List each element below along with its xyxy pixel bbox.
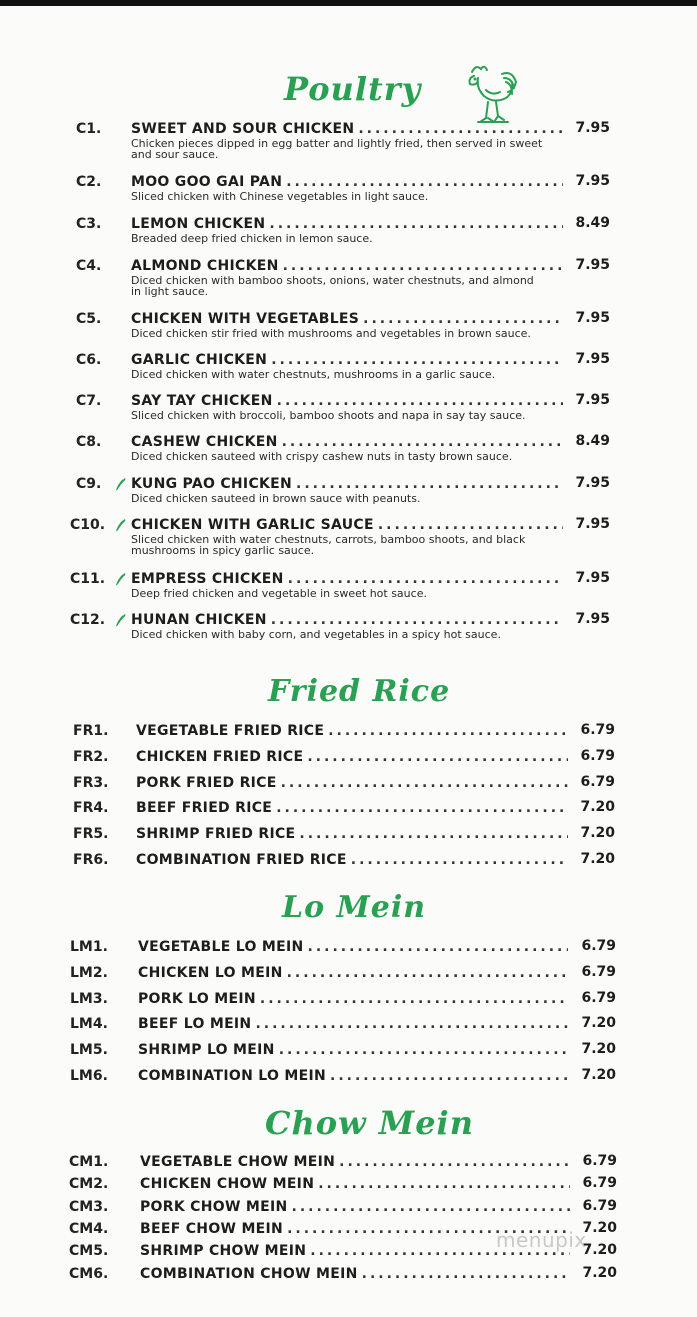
item-name-line	[136, 723, 568, 739]
item-code: LM4.	[70, 1016, 108, 1033]
leader-dots	[282, 434, 563, 450]
item-name-line	[131, 174, 563, 190]
item-name-line	[131, 352, 563, 368]
leader-dots	[260, 991, 568, 1007]
leader-dots	[351, 852, 568, 868]
item-description: Deep fried chicken and vegetable in sweet hot sauce.	[131, 587, 427, 600]
item-name: CHICKEN WITH VEGETABLES	[131, 311, 360, 327]
item-name: PORK CHOW MEIN	[140, 1198, 288, 1215]
item-name-line	[138, 1068, 568, 1084]
item-code: FR2.	[73, 748, 109, 765]
leader-dots	[363, 311, 563, 327]
leader-dots	[308, 939, 569, 955]
item-name-line	[136, 826, 568, 842]
section-title-fried-rice: Fried Rice	[268, 674, 451, 709]
item-description: Diced chicken stir fried with mushrooms and vegetables in brown sauce.	[131, 327, 531, 340]
item-price: 7.20	[582, 1219, 617, 1236]
pepper-icon	[115, 572, 127, 586]
item-price: 7.95	[575, 475, 610, 491]
item-name: BEEF LO MEIN	[138, 1016, 252, 1033]
item-name: SHRIMP CHOW MEIN	[140, 1243, 307, 1260]
item-code: CM2.	[69, 1176, 109, 1193]
item-name: BEEF FRIED RICE	[136, 800, 273, 817]
item-name: EMPRESS CHICKEN	[131, 571, 284, 587]
item-name-line	[131, 393, 563, 409]
leader-dots	[358, 121, 563, 137]
item-description: Diced chicken with bamboo shoots, onions, water chestnuts, and almond	[131, 274, 534, 287]
item-name: GARLIC CHICKEN	[131, 352, 268, 368]
item-name: LEMON CHICKEN	[131, 216, 266, 232]
section-title-chow-mein: Chow Mein	[265, 1104, 474, 1142]
item-description: Sliced chicken with Chinese vegetables in light sauce.	[131, 190, 429, 203]
item-name: HUNAN CHICKEN	[131, 612, 267, 628]
item-name: ALMOND CHICKEN	[131, 258, 279, 274]
item-code: C2.	[76, 174, 102, 190]
leader-dots	[286, 174, 563, 190]
item-description: Diced chicken with water chestnuts, mushrooms in a garlic sauce.	[131, 368, 496, 381]
item-code: CM6.	[69, 1265, 109, 1282]
item-description: Diced chicken sauteed in brown sauce with peanuts.	[131, 492, 421, 505]
item-name-line	[138, 991, 568, 1007]
item-description: and sour sauce.	[131, 148, 219, 161]
section-title-poultry: Poultry	[284, 70, 422, 108]
item-name-line	[138, 965, 568, 981]
item-code: C9.	[76, 476, 102, 492]
pepper-icon	[115, 518, 127, 532]
leader-dots	[378, 517, 563, 533]
item-name: VEGETABLE LO MEIN	[138, 939, 304, 955]
item-description: Sliced chicken with water chestnuts, carrots, bamboo shoots, and black	[131, 533, 526, 546]
item-code: C3.	[76, 216, 102, 232]
item-price: 7.95	[575, 570, 610, 586]
item-name-line	[140, 1154, 570, 1170]
item-name: COMBINATION LO MEIN	[138, 1068, 327, 1084]
item-name-line	[136, 800, 568, 816]
item-code: FR5.	[73, 826, 109, 843]
item-price: 7.95	[575, 611, 610, 627]
leader-dots	[271, 352, 563, 368]
item-description: Diced chicken with baby corn, and vegetables in a spicy hot sauce.	[131, 628, 501, 641]
item-code: CM1.	[69, 1154, 109, 1170]
item-code: FR3.	[73, 774, 109, 791]
item-name: PORK LO MEIN	[138, 990, 256, 1007]
item-price: 7.95	[575, 310, 610, 326]
section-title-lo-mein: Lo Mein	[282, 890, 427, 925]
item-name: VEGETABLE CHOW MEIN	[140, 1154, 336, 1170]
leader-dots	[281, 775, 568, 791]
item-name: CHICKEN FRIED RICE	[136, 748, 304, 765]
leader-dots	[299, 826, 568, 842]
item-code: LM1.	[70, 939, 108, 955]
item-description: mushrooms in spicy garlic sauce.	[131, 544, 315, 557]
item-price: 6.79	[581, 989, 616, 1006]
item-price: 7.20	[582, 1242, 617, 1259]
item-price: 7.95	[575, 257, 610, 273]
leader-dots	[296, 476, 563, 492]
item-code: C10.	[70, 517, 106, 533]
item-name-line	[131, 517, 563, 533]
item-price: 8.49	[575, 215, 610, 231]
item-code: C11.	[70, 571, 106, 587]
item-price: 6.79	[580, 747, 615, 764]
item-price: 7.20	[582, 1264, 617, 1281]
item-name: SAY TAY CHICKEN	[131, 393, 273, 409]
item-code: LM2.	[70, 964, 108, 981]
item-description: Sliced chicken with broccoli, bamboo shoots and napa in say tay sauce.	[131, 409, 526, 422]
leader-dots	[283, 258, 563, 274]
leader-dots	[339, 1154, 570, 1170]
item-name: COMBINATION FRIED RICE	[136, 852, 347, 868]
leader-dots	[279, 1042, 568, 1058]
item-name: PORK FRIED RICE	[136, 774, 277, 791]
item-code: CM5.	[69, 1243, 109, 1260]
item-code: C4.	[76, 258, 102, 274]
item-description: Diced chicken sauteed with crispy cashew nuts in tasty brown sauce.	[131, 450, 513, 463]
leader-dots	[255, 1016, 568, 1032]
item-price: 7.20	[580, 825, 615, 842]
item-name: KUNG PAO CHICKEN	[131, 476, 293, 492]
item-code: FR1.	[73, 723, 109, 739]
leader-dots	[287, 965, 568, 981]
item-name: SHRIMP FRIED RICE	[136, 826, 296, 843]
item-name-line	[131, 434, 563, 450]
leader-dots	[276, 800, 568, 816]
item-price: 6.79	[580, 773, 615, 790]
item-code: LM5.	[70, 1042, 108, 1059]
item-name: VEGETABLE FRIED RICE	[136, 723, 325, 739]
item-name-line	[131, 476, 563, 492]
leader-dots	[292, 1199, 571, 1215]
item-name: CHICKEN CHOW MEIN	[140, 1176, 315, 1193]
item-code: C5.	[76, 311, 102, 327]
item-price: 6.79	[581, 938, 616, 954]
item-name: CASHEW CHICKEN	[131, 434, 278, 450]
item-name-line	[131, 571, 563, 587]
item-price: 7.20	[581, 1015, 616, 1032]
item-code: LM6.	[70, 1068, 108, 1084]
leader-dots	[318, 1176, 570, 1192]
item-price: 8.49	[575, 433, 610, 449]
item-name: SHRIMP LO MEIN	[138, 1042, 275, 1059]
item-price: 7.95	[575, 516, 610, 532]
item-name: CHICKEN WITH GARLIC SAUCE	[131, 517, 374, 533]
rooster-icon	[458, 62, 520, 126]
item-price: 6.79	[582, 1175, 617, 1192]
pepper-icon	[115, 477, 127, 491]
item-code: C7.	[76, 393, 102, 409]
item-name-line	[138, 939, 568, 955]
item-description: Breaded deep fried chicken in lemon sauce.	[131, 232, 373, 245]
item-name: MOO GOO GAI PAN	[131, 174, 283, 190]
watermark: menupix	[496, 1228, 587, 1252]
item-name: BEEF CHOW MEIN	[140, 1220, 284, 1237]
item-name: COMBINATION CHOW MEIN	[140, 1265, 358, 1282]
leader-dots	[362, 1266, 570, 1282]
item-code: C6.	[76, 352, 102, 368]
item-name-line	[140, 1266, 570, 1282]
item-price: 6.79	[582, 1197, 617, 1214]
leader-dots	[288, 571, 563, 587]
item-name-line	[138, 1042, 568, 1058]
item-name-line	[136, 749, 568, 765]
item-price: 6.79	[580, 722, 615, 738]
item-name-line	[136, 852, 568, 868]
item-name-line	[131, 311, 563, 327]
item-price: 7.95	[575, 351, 610, 367]
leader-dots	[271, 612, 563, 628]
item-name-line	[136, 775, 568, 791]
item-price: 7.20	[580, 851, 615, 867]
item-price: 6.79	[582, 1153, 617, 1169]
leader-dots	[269, 216, 563, 232]
item-name-line	[131, 121, 563, 137]
item-name-line	[131, 612, 563, 628]
leader-dots	[277, 393, 563, 409]
item-name-line	[140, 1199, 570, 1215]
item-name-line	[140, 1176, 570, 1192]
leader-dots	[330, 1068, 568, 1084]
item-price: 7.20	[581, 1041, 616, 1058]
item-code: FR6.	[73, 852, 109, 868]
item-price: 7.95	[575, 173, 610, 189]
item-name: SWEET AND SOUR CHICKEN	[131, 121, 355, 137]
item-name-line	[131, 258, 563, 274]
top-edge	[0, 0, 697, 6]
item-price: 7.20	[580, 799, 615, 816]
item-code: CM3.	[69, 1198, 109, 1215]
item-code: C12.	[70, 612, 106, 628]
leader-dots	[307, 749, 568, 765]
leader-dots	[328, 723, 568, 739]
item-price: 7.20	[581, 1067, 616, 1083]
item-price: 7.95	[575, 120, 610, 136]
item-price: 6.79	[581, 963, 616, 980]
item-code: C1.	[76, 121, 102, 137]
item-name: CHICKEN LO MEIN	[138, 964, 283, 981]
item-description: in light sauce.	[131, 285, 209, 298]
item-name-line	[131, 216, 563, 232]
item-code: FR4.	[73, 800, 109, 817]
item-name-line	[138, 1016, 568, 1032]
item-code: LM3.	[70, 990, 108, 1007]
item-price: 7.95	[575, 392, 610, 408]
item-code: CM4.	[69, 1220, 109, 1237]
pepper-icon	[115, 613, 127, 627]
item-description: Chicken pieces dipped in egg batter and lightly fried, then served in sweet	[131, 137, 543, 150]
item-code: C8.	[76, 434, 102, 450]
